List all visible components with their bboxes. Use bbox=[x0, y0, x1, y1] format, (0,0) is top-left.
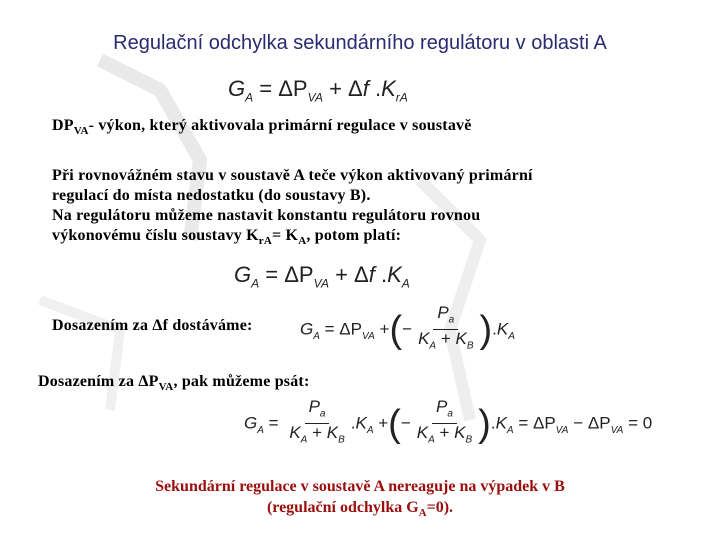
equation-final: $G_A$ = $\frac{P_a}{K_A + K_B}$ $.K_A$ +(− $\frac{P_a}{K_A + K_B}$ )$.K_A = \Delta P_{VA} - \Delta P_{VA} = 0$ bbox=[244, 397, 653, 446]
conclusion bbox=[0, 476, 720, 524]
para-line-3: Na regulátoru můžeme nastavit konstantu regulátoru rovnou bbox=[52, 207, 481, 224]
substitution-p-label: Dosazením za $\Delta P_{VA}$, pak můžeme psát: bbox=[38, 373, 310, 394]
conclusion-line-2: (regulační odchylka $G_A=0$). bbox=[266, 499, 454, 520]
equation-substituted-f: $G_A = \Delta P_{VA}$ +(− $\frac{P_a}{K_A + K_B}$ )$.K_A$ bbox=[300, 303, 515, 352]
equation-ga-ka: $G_A = \Delta P_{VA} + \Delta f$ $.K_A$ bbox=[234, 262, 410, 291]
dp-desc: - výkon, který aktivovala primární regulace v soustavě bbox=[88, 117, 472, 134]
para-line-4: výkonovému číslu soustavy $K_{rA}= K_A$, potom platí: bbox=[52, 227, 402, 248]
substitution-f-label: Dosazením za Δf dostáváme: bbox=[52, 317, 253, 334]
dp-label: DP bbox=[52, 117, 74, 134]
equation-ga-general: $G_A = \Delta P_{VA} + \Delta f$ $.K_{rA}$ bbox=[228, 76, 408, 105]
para-line-1: Při rovnovážném stavu v soustavě A teče výkon aktivovaný primární bbox=[52, 167, 533, 184]
dp-sub: VA bbox=[73, 125, 89, 138]
conclusion-line-1: Sekundární regulace v soustavě A nereaguje na výpadek v B bbox=[155, 478, 565, 495]
para-line-2: regulací do místa nedostatku (do soustavy B). bbox=[52, 187, 371, 204]
dp-definition bbox=[52, 116, 472, 141]
slide-title: Regulační odchylka sekundárního regulátoru v oblasti A bbox=[113, 32, 607, 54]
paragraph-equilibrium bbox=[52, 166, 533, 251]
